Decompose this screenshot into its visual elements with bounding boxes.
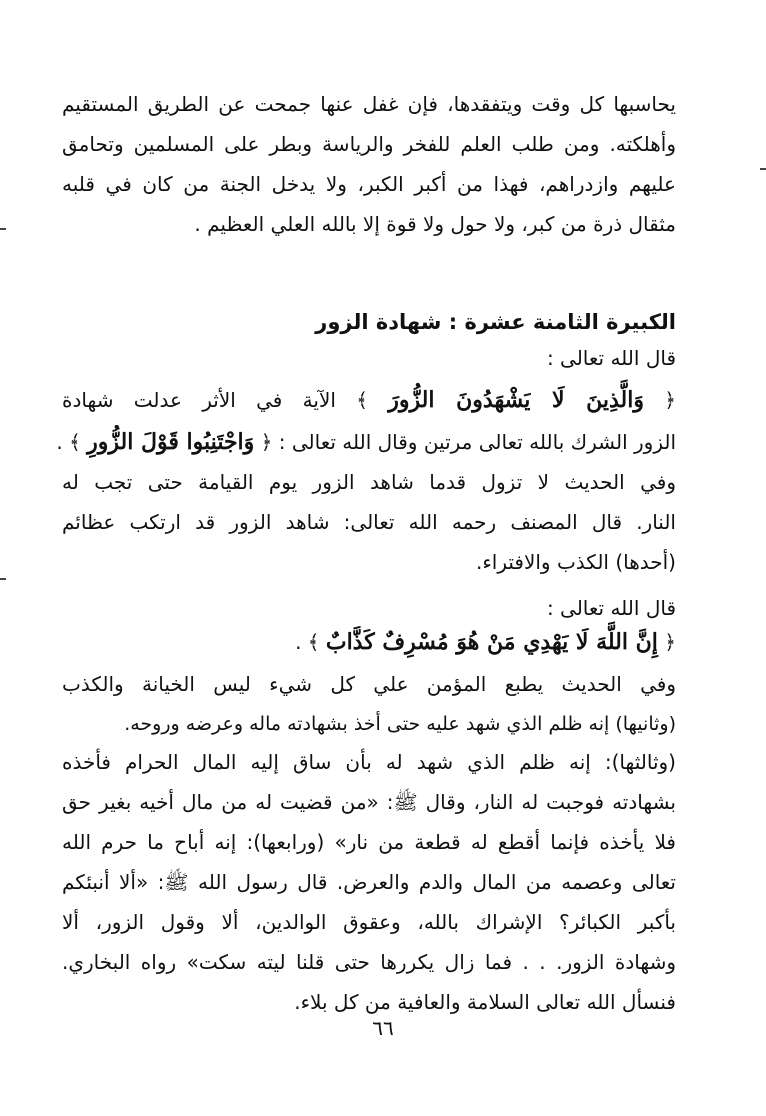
qal-allah-1: قال الله تعالى : (546, 346, 676, 370)
zur-text: الزور الشرك بالله تعالى مرتين وقال الله تعالى : (278, 430, 676, 454)
text-line: مثقال ذرة من كبر، ولا حول ولا قوة إلا بالله العلي العظيم . (194, 212, 676, 236)
qal-allah-2: قال الله تعالى : (546, 596, 676, 620)
text-line: يحاسبها كل وقت ويتفقدها، فإن غفل عنها جمحت عن الطريق المستقيم (62, 92, 676, 116)
verse-1-tail: الآية في الأثر عدلت شهادة (62, 388, 336, 412)
quran-verse-1: ﴿ وَالَّذِينَ لَا يَشْهَدُونَ الزُّورَ ﴾ (356, 387, 677, 413)
text-line: عليهم وازدراهم، فهذا من أكبر الكبر، ولا يدخل الجنة من كان في قلبه (62, 172, 676, 196)
paragraph-third (62, 742, 676, 1022)
page-number: ٦٦ (372, 1016, 394, 1040)
text-line: تعالى وعصمه من المال والدم والعرض. قال رسول الله ﷺ: «ألا أنبئكم (62, 870, 676, 894)
paragraph-intro (62, 84, 676, 244)
paragraph-hadith-1 (62, 462, 676, 582)
verse-line-1 (62, 380, 676, 420)
text-line: (وثالثها): إنه ظلم الذي شهد له بأن ساق إليه المال الحرام فأخذه (62, 750, 676, 774)
section-title: الكبيرة الثامنة عشرة : شهادة الزور (315, 310, 676, 334)
text-line: (وثانيها) إنه ظلم الذي شهد عليه حتى أخذ بشهادته ماله وعرضه وروحه. (124, 713, 676, 735)
text-line: فنسأل الله تعالى السلامة والعافية من كل بلاء. (294, 990, 676, 1014)
text-line: وأهلكته. ومن طلب العلم للفخر والرياسة وبطر على المسلمين وتحامق (62, 132, 676, 156)
text-line: بشهادته فوجبت له النار، وقال ﷺ: «من قضيت له من مال أخيه بغير حق (62, 790, 676, 814)
text-line: وشهادة الزور. . . فما زال يكررها حتى قلنا ليته سكت» رواه البخاري. (62, 950, 676, 974)
bracket-close-icon: ﴾ (307, 630, 320, 654)
bracket-open-icon: ﴿ (664, 630, 676, 654)
quran-verse-3: ﴿ إِنَّ اللَّهَ لَا يَهْدِي مَنْ هُوَ مُسْرِفٌ كَذَّابٌ ﴾ (307, 629, 676, 655)
paragraph-hadith-2 (62, 664, 676, 744)
verse-line-2: الزور الشرك بالله تعالى مرتين وقال الله تعالى : ﴿ وَاجْتَنِبُوا قَوْلَ الزُّورِ ﴾ . (56, 429, 676, 455)
text-line: النار. قال المصنف رحمه الله تعالى: شاهد الزور قد ارتكب عظائم (62, 510, 676, 534)
text-line: فلا يأخذه فإنما أقطع له قطعة من نار» (ورابعها): إنه أباح ما حرم الله (62, 830, 676, 854)
text-line: وفي الحديث لا تزول قدما شاهد الزور يوم القيامة حتى تجب له (62, 470, 676, 494)
text-line: بأكبر الكبائر؟ الإشراك بالله، وعقوق الوالدين، ألا وقول الزور، ألا (62, 910, 676, 934)
scan-edge-mark (0, 228, 6, 230)
bracket-close-icon: ﴾ (356, 388, 368, 412)
scan-edge-mark (0, 578, 6, 580)
text-line: وفي الحديث يطبع المؤمن علي كل شيء ليس الخيانة والكذب (62, 672, 676, 696)
bracket-close-icon: ﴾ (69, 430, 81, 454)
bracket-open-icon: ﴿ (260, 430, 273, 454)
scan-edge-mark (760, 168, 766, 170)
verse-line-3: ﴿ إِنَّ اللَّهَ لَا يَهْدِي مَنْ هُوَ مُسْرِفٌ كَذَّابٌ ﴾ . (295, 629, 676, 655)
text-line: (أحدها) الكذب والافتراء. (476, 550, 676, 574)
quran-verse-2: ﴿ وَاجْتَنِبُوا قَوْلَ الزُّورِ ﴾ (69, 429, 273, 455)
bracket-open-icon: ﴿ (664, 388, 677, 412)
